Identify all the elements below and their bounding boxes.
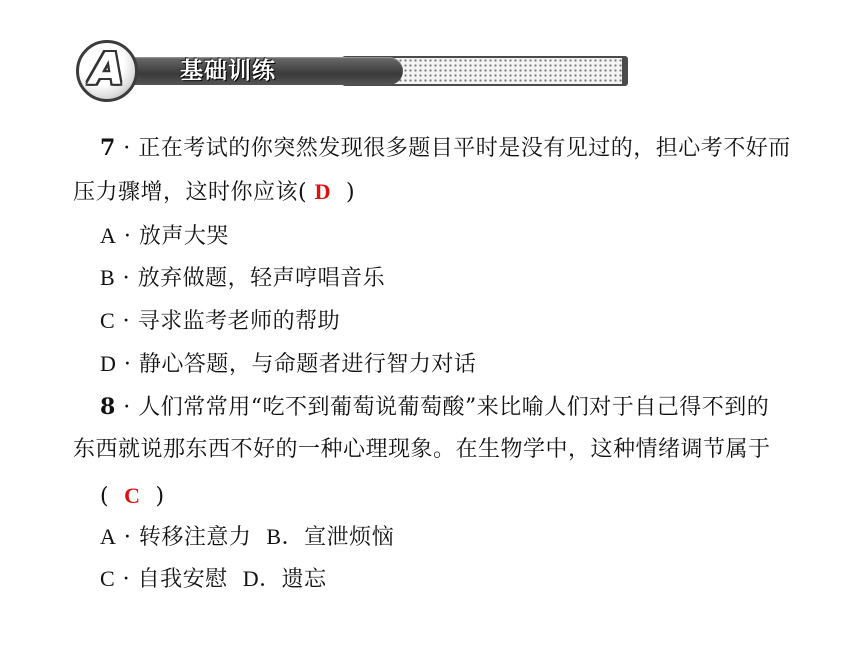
question-number: 7 bbox=[100, 135, 116, 161]
option-line: C · 寻求监考老师的帮助 bbox=[100, 308, 341, 334]
option-text: 遗忘 bbox=[281, 567, 327, 592]
question-text: 正在考试的你突然发现很多题目平时是没有见过的，担心考不好而 bbox=[138, 136, 791, 161]
option-line: D · 静心答题，与命题者进行智力对话 bbox=[100, 351, 477, 377]
answer-mark: C bbox=[124, 483, 141, 508]
option-line: B · 放弃做题，轻声哼唱音乐 bbox=[100, 265, 386, 291]
question-7-line-1: 7 · 正在考试的你突然发现很多题目平时是没有见过的，担心考不好而 bbox=[100, 135, 791, 161]
option-text: 宣泄烦恼 bbox=[304, 525, 395, 550]
question-text: 压力骤增，这时你应该( bbox=[73, 180, 308, 205]
question-8-line-3 bbox=[100, 481, 165, 512]
question-8-line-2 bbox=[73, 435, 771, 465]
question-number: 8 bbox=[100, 394, 116, 420]
option-letter: D bbox=[100, 351, 117, 376]
option-letter: B bbox=[266, 524, 282, 549]
option-letter: A bbox=[100, 223, 117, 248]
question-text: ( bbox=[100, 484, 110, 509]
option-text: 自我安慰 bbox=[137, 567, 228, 592]
question-text: 东西就说那东西不好的一种心理现象。在生物学中，这种情绪调节属于 bbox=[73, 437, 771, 462]
option-text: 静心答题，与命题者进行智力对话 bbox=[138, 352, 477, 377]
question-text: 人们常常用“吃不到葡萄说葡萄酸”来比喻人们对于自己得不到的 bbox=[138, 395, 770, 420]
question-text: ) bbox=[345, 180, 356, 205]
option-line: A · 转移注意力 B．宣泄烦恼 bbox=[100, 524, 395, 550]
option-line: C · 自我安慰 D．遗忘 bbox=[100, 566, 327, 592]
question-text: ) bbox=[155, 484, 165, 509]
option-text: 寻求监考老师的帮助 bbox=[137, 309, 341, 334]
question-7-line-2 bbox=[73, 177, 355, 208]
option-text: 转移注意力 bbox=[138, 525, 252, 550]
option-text: 放声大哭 bbox=[138, 224, 229, 249]
section-title: 基础训练 bbox=[180, 58, 276, 84]
option-letter: A bbox=[100, 524, 117, 549]
answer-mark: D bbox=[314, 179, 331, 204]
option-letter: B bbox=[100, 265, 116, 290]
section-banner bbox=[74, 40, 636, 102]
question-8-line-1: 8 · 人们常常用“吃不到葡萄说葡萄酸”来比喻人们对于自己得不到的 bbox=[100, 394, 770, 420]
banner-letter: A bbox=[89, 44, 125, 95]
option-letter: C bbox=[100, 308, 116, 333]
option-line: A · 放声大哭 bbox=[100, 223, 229, 249]
option-letter: D bbox=[242, 566, 260, 591]
option-text: 放弃做题，轻声哼唱音乐 bbox=[137, 266, 386, 291]
option-letter: C bbox=[100, 566, 116, 591]
